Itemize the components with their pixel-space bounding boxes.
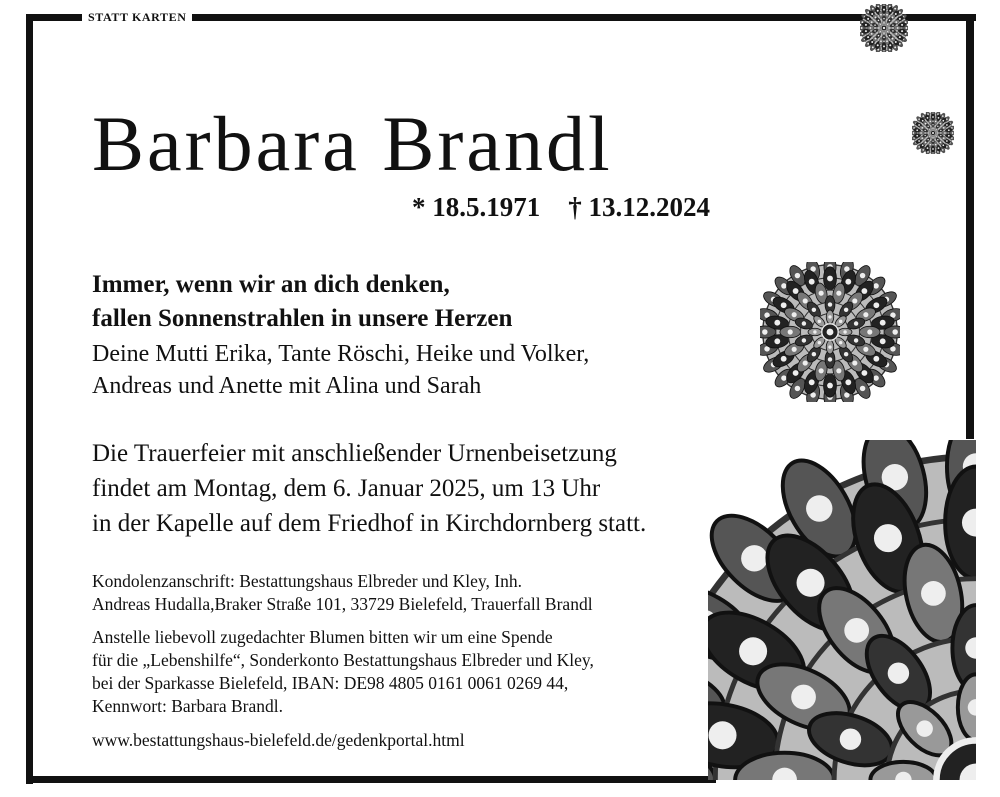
condolence-line: Kondolenzanschrift: Bestattungshaus Elbreder und Kley, Inh. bbox=[92, 571, 522, 591]
quote-line: fallen Sonnenstrahlen in unsere Herzen bbox=[92, 305, 513, 332]
statt-karten-label: STATT KARTEN bbox=[82, 9, 192, 25]
deceased-name: Barbara Brandl bbox=[92, 100, 613, 187]
life-dates bbox=[412, 190, 710, 224]
frame-bottom-border bbox=[26, 776, 716, 783]
condolence-line: Andreas Hudalla,Braker Straße 101, 33729 Bielefeld, Trauerfall Brandl bbox=[92, 594, 593, 614]
memorial-quote bbox=[92, 268, 512, 336]
condolence-address bbox=[92, 570, 593, 616]
donation-request bbox=[92, 626, 594, 718]
mandala-small-top-icon bbox=[860, 4, 908, 52]
ceremony-line: Die Trauerfeier mit anschließender Urnenbeisetzung bbox=[92, 440, 617, 467]
donation-line: Anstelle liebevoll zugedachter Blumen bitten wir um eine Spende bbox=[92, 627, 553, 647]
mandala-small-right-icon bbox=[912, 112, 954, 154]
birth-date: * 18.5.1971 bbox=[412, 192, 541, 222]
quote-line: Immer, wenn wir an dich denken, bbox=[92, 271, 450, 298]
donation-line: Kennwort: Barbara Brandl. bbox=[92, 696, 283, 716]
mandala-large-corner-icon bbox=[708, 440, 976, 780]
death-date: † 13.12.2024 bbox=[568, 192, 710, 222]
ceremony-line: findet am Montag, dem 6. Januar 2025, um 13 Uhr bbox=[92, 475, 601, 502]
mourners-line: Deine Mutti Erika, Tante Röschi, Heike und Volker, bbox=[92, 341, 590, 367]
mourners-list bbox=[92, 338, 589, 402]
ceremony-info bbox=[92, 436, 646, 541]
frame-left-border bbox=[26, 14, 33, 784]
mandala-medium-icon bbox=[760, 262, 900, 402]
ceremony-line: in der Kapelle auf dem Friedhof in Kirchdornberg statt. bbox=[92, 510, 647, 537]
donation-line: für die „Lebenshilfe“, Sonderkonto Bestattungshaus Elbreder und Kley, bbox=[92, 650, 594, 670]
frame-right-border bbox=[966, 14, 974, 439]
memorial-website-link[interactable]: www.bestattungshaus-bielefeld.de/gedenkportal.html bbox=[92, 730, 465, 750]
mourners-line: Andreas und Anette mit Alina und Sarah bbox=[92, 373, 482, 399]
donation-line: bei der Sparkasse Bielefeld, IBAN: DE98 4805 0161 0061 0269 44, bbox=[92, 673, 569, 693]
